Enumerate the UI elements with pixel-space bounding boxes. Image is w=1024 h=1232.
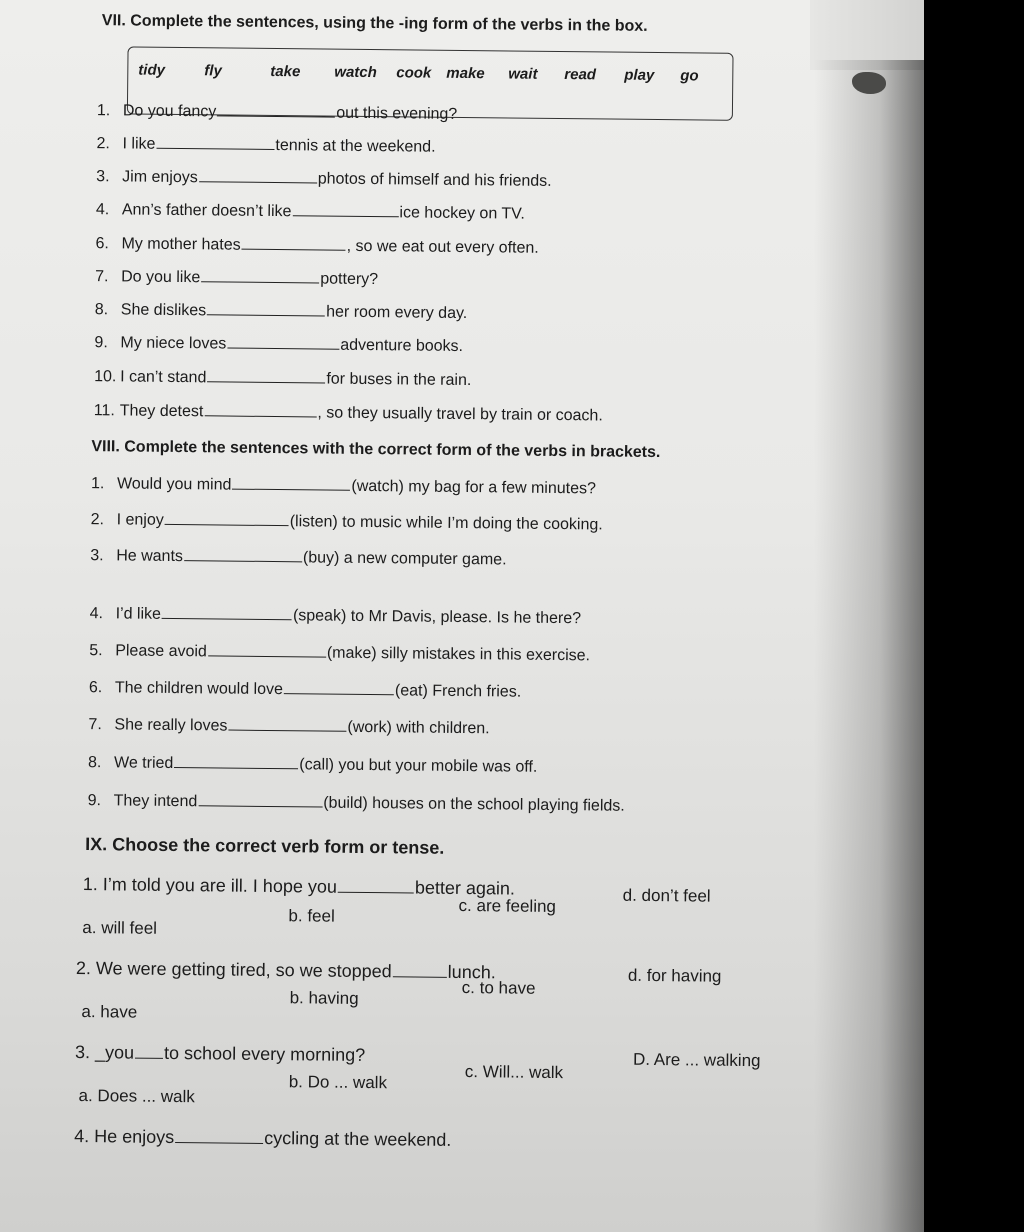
word-box-item: cook xyxy=(396,64,432,82)
section-7-heading: VII. Complete the sentences, using the -ing form of the verbs in the box. xyxy=(101,12,648,35)
answer-blank[interactable] xyxy=(228,729,346,732)
answer-option[interactable]: c. are feeling xyxy=(458,895,557,916)
question-stem: 2. We were getting tired, so we stopped lunch. xyxy=(75,957,496,983)
exercise-8-item: 5. Please avoid (make) silly mistakes in this exercise. xyxy=(89,642,591,665)
exercise-7-item: 8. She dislikes her room every day. xyxy=(94,301,468,323)
exercise-7-item: 7. Do you like pottery? xyxy=(95,268,379,289)
answer-blank[interactable] xyxy=(227,347,339,350)
answer-option[interactable]: b. having xyxy=(289,988,359,1008)
answer-blank[interactable] xyxy=(217,114,335,117)
answer-blank[interactable] xyxy=(199,180,317,183)
answer-blank[interactable] xyxy=(284,692,394,695)
word-box-item: read xyxy=(564,66,597,84)
answer-blank[interactable] xyxy=(208,654,326,657)
answer-blank[interactable] xyxy=(198,804,322,807)
answer-blank[interactable] xyxy=(207,313,325,316)
answer-option[interactable]: b. Do ... walk xyxy=(288,1072,388,1093)
answer-blank[interactable] xyxy=(242,248,346,251)
exercise-8-item: 8. We tried (call) you but your mobile was off. xyxy=(87,754,538,776)
answer-option[interactable]: a. Does ... walk xyxy=(78,1086,195,1107)
word-box-item: fly xyxy=(204,62,222,80)
word-box-item: go xyxy=(680,67,699,85)
exercise-8-item: 6. The children would love (eat) French fries. xyxy=(88,679,522,701)
answer-blank[interactable] xyxy=(174,766,298,769)
exercise-7-item: 11. They detest , so they usually travel by train or coach. xyxy=(93,402,603,425)
section-8-heading: VIII. Complete the sentences with the correct form of the verbs in brackets. xyxy=(91,438,661,462)
answer-blank[interactable] xyxy=(292,214,398,217)
answer-blank[interactable] xyxy=(184,559,302,562)
answer-blank[interactable] xyxy=(232,488,350,491)
section-9-heading: IX. Choose the correct verb form or tense. xyxy=(85,834,445,858)
answer-blank[interactable] xyxy=(201,280,319,283)
exercise-7-item: 6. My mother hates , so we eat out every often. xyxy=(95,235,539,257)
answer-option[interactable]: c. Will... walk xyxy=(464,1062,564,1083)
word-box-item: make xyxy=(446,64,485,83)
answer-blank[interactable] xyxy=(204,414,316,417)
exercise-7-item: 9. My niece loves adventure books. xyxy=(94,334,464,355)
exercise-8-item: 9. They intend (build) houses on the school playing fields. xyxy=(87,792,625,815)
exercise-8-item: 2. I enjoy (listen) to music while I’m doing the cooking. xyxy=(90,511,603,534)
exercise-7-item: 1. Do you fancy out this evening? xyxy=(96,102,458,123)
answer-blank[interactable] xyxy=(156,147,274,150)
word-box-item: watch xyxy=(334,63,377,82)
answer-option[interactable]: D. Are ... walking xyxy=(632,1049,761,1071)
question-stem: 1. I’m told you are ill. I hope you better again. xyxy=(82,874,516,899)
exercise-7-item: 10. I can’t stand for buses in the rain. xyxy=(94,368,472,390)
question-stem: 4. He enjoys cycling at the weekend. xyxy=(74,1125,452,1150)
answer-blank[interactable] xyxy=(162,617,292,620)
answer-option[interactable]: d. for having xyxy=(627,965,722,986)
answer-option[interactable]: a. will feel xyxy=(82,918,158,938)
answer-blank[interactable] xyxy=(338,891,414,894)
answer-blank[interactable] xyxy=(175,1141,263,1144)
exercise-8-item: 7. She really loves (work) with children. xyxy=(88,716,490,738)
page-shadow xyxy=(814,60,924,1232)
answer-blank[interactable] xyxy=(135,1057,163,1059)
word-box-item: play xyxy=(624,66,655,84)
word-box-item: wait xyxy=(508,65,538,83)
question-stem: 3. _you to school every morning? xyxy=(74,1041,366,1066)
exercise-8-item: 4. I’d like (speak) to Mr Davis, please. Is he there? xyxy=(89,605,582,628)
exercise-8-item: 3. He wants (buy) a new computer game. xyxy=(90,547,507,569)
answer-blank[interactable] xyxy=(207,380,325,383)
stain-mark xyxy=(852,72,886,94)
answer-option[interactable]: a. have xyxy=(81,1002,138,1022)
exercise-8-item: 1. Would you mind (watch) my bag for a few minutes? xyxy=(90,475,597,498)
exercise-7-item: 2. I like tennis at the weekend. xyxy=(96,135,436,156)
worksheet-content xyxy=(74,6,804,1150)
answer-blank[interactable] xyxy=(393,975,447,978)
answer-option[interactable]: b. feel xyxy=(288,906,335,926)
word-box-item: tidy xyxy=(138,61,166,79)
answer-option[interactable]: d. don’t feel xyxy=(622,885,711,906)
exercise-7-item: 3. Jim enjoys photos of himself and his friends. xyxy=(96,168,552,190)
word-box-item: take xyxy=(270,62,301,81)
exercise-7-item: 4. Ann’s father doesn’t like ice hockey on TV. xyxy=(95,201,525,223)
answer-blank[interactable] xyxy=(165,523,289,526)
answer-option[interactable]: c. to have xyxy=(461,978,536,998)
